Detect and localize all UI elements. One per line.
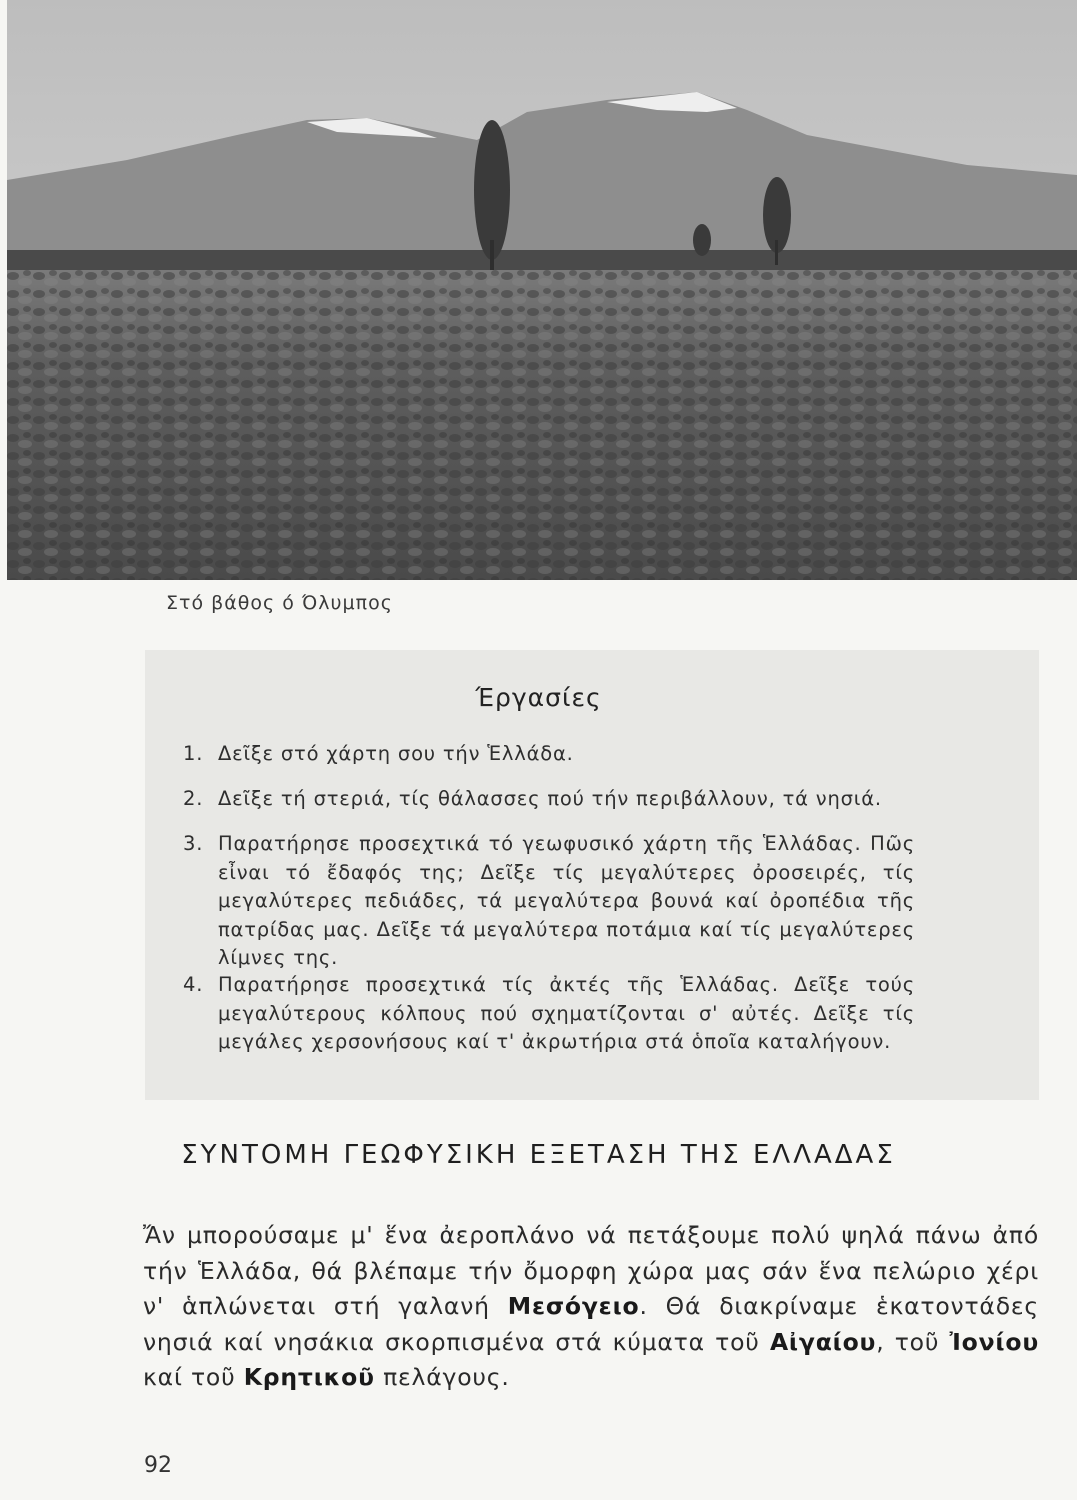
landscape-photo xyxy=(7,0,1077,580)
task-item xyxy=(175,830,915,973)
task-number: 4. xyxy=(183,973,204,996)
task-text: Δεῖξε στό χάρτη σου τήν Ἑλλάδα. xyxy=(218,742,574,765)
tasks-title: Έργασίες xyxy=(475,683,602,712)
task-number: 1. xyxy=(183,742,204,765)
body-paragraph xyxy=(143,1218,1039,1396)
para-text: , τοῦ xyxy=(876,1327,950,1356)
para-text: καί τοῦ xyxy=(143,1363,244,1391)
para-text: πελάγους. xyxy=(374,1363,510,1391)
task-item xyxy=(175,785,915,814)
photo-caption: Στό βάθος ό Όλυμπος xyxy=(166,592,393,614)
olympus-field-photo xyxy=(7,0,1077,580)
section-heading: ΣΥΝΤΟΜΗ ΓΕΩΦΥΣΙΚΗ ΕΞΕΤΑΣΗ ΤΗΣ ΕΛΛΑΔΑΣ xyxy=(181,1140,896,1170)
task-text: Παρατήρησε προσεχτικά τίς ἀκτές τῆς Ἑλλάδας. Δεῖξε τούς μεγαλύτερους κόλπους πού σχηματίζονται σ' αὐτές. Δεῖξε τίς μεγάλες χερσονήσους καί τ' ἀκρωτήρια στά ὁποῖα καταλήγουν. xyxy=(218,973,915,1053)
task-number: 3. xyxy=(183,832,204,855)
task-number: 2. xyxy=(183,787,204,810)
task-item xyxy=(175,971,915,1057)
bold-term-ionian: Ἰονίου xyxy=(949,1327,1039,1356)
para-text: Ἄν μπορούσαμε μ' ἕνα ἀεροπλάνο νά πετάξουμε πολύ ψηλά πάνω ἀπό τήν Ἑλλάδα, θά βλέπαμε τήν ὄμορφη χώρα μας σάν ἕνα πελώριο χέρι ν' ἁπλώνεται στή γαλανή xyxy=(143,1221,1039,1320)
tree-line xyxy=(7,250,1077,272)
bold-term-cretan: Κρητικοῦ xyxy=(243,1363,375,1391)
field-texture xyxy=(7,270,1077,580)
task-text: Δεῖξε τή στεριά, τίς θάλασσες πού τήν περιβάλλουν, τά νησιά. xyxy=(218,787,882,810)
para-text: . Θά διακρίναμε ἑκατοντάδες νησιά καί νησάκια σκορπισμένα στά κύματα τοῦ xyxy=(143,1292,1039,1356)
page-number: 92 xyxy=(144,1453,172,1478)
task-item xyxy=(175,740,915,769)
bold-term-mediterranean: Μεσόγειο xyxy=(507,1292,640,1320)
task-text: Παρατήρησε προσεχτικά τό γεωφυσικό χάρτη τῆς Ἑλλάδας. Πῶς εἶναι τό ἔδαφός της; Δεῖξε τίς μεγαλύτερες ὀροσειρές, τίς μεγαλύτερες πεδιάδες, τά μεγαλύτερα βουνά καί ὀροπέδια τῆς πατρίδας μας. Δεῖξε τά μεγαλύτερα ποτάμια καί τίς μεγαλύτερες λίμνες της. xyxy=(218,832,915,969)
bold-term-aegean: Αἰγαίου xyxy=(769,1327,877,1356)
